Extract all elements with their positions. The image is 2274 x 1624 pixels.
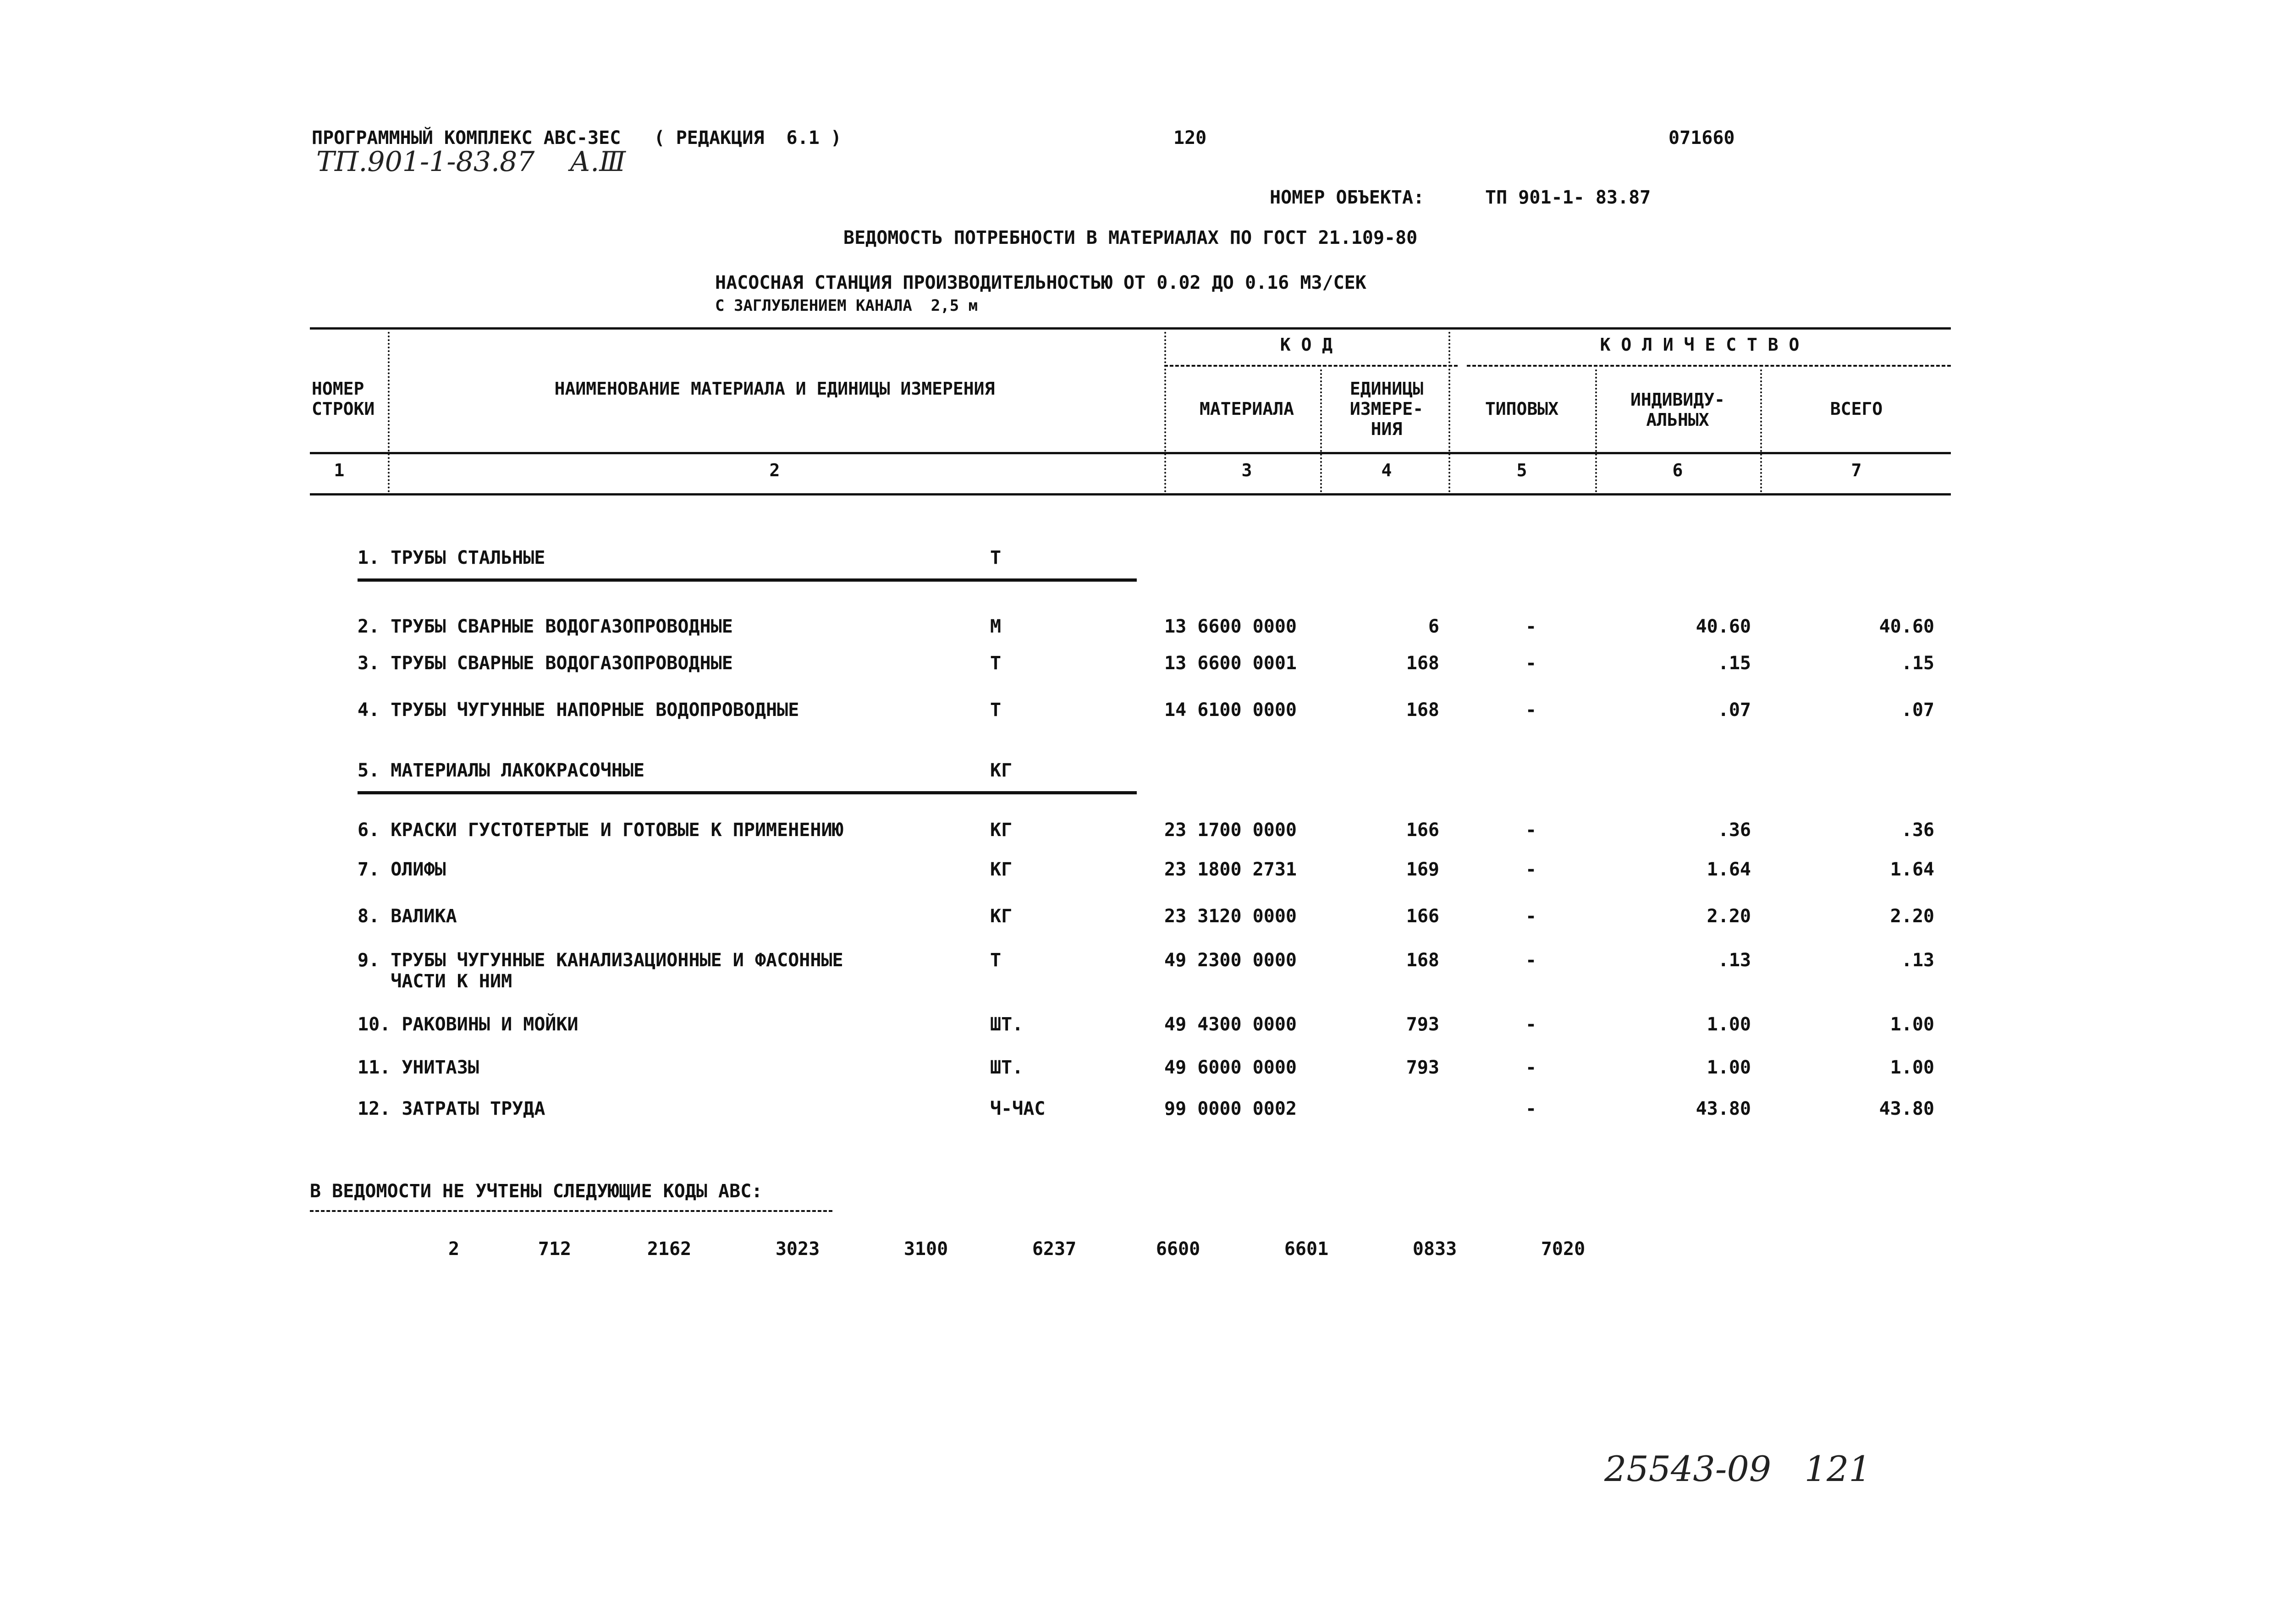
row-total-qty: 40.60 [1879,616,1934,637]
row-name: 11. УНИТАЗЫ [358,1057,479,1078]
footer-note: В ВЕДОМОСТИ НЕ УЧТЕНЫ СЛЕДУЮЩИЕ КОДЫ АВС: [310,1181,763,1202]
row-individual-qty: 43.80 [1696,1098,1751,1119]
row-name: 1. ТРУБЫ СТАЛЬНЫЕ [358,547,545,568]
row-name: 6. КРАСКИ ГУСТОТЕРТЫЕ И ГОТОВЫЕ К ПРИМЕНЕНИЮ [358,820,843,841]
col-number-6: 6 [1672,460,1683,480]
row-typical-qty: - [1525,1098,1537,1119]
row-material-code: 23 1700 0000 [1164,820,1297,841]
header-material-code: МАТЕРИАЛА [1200,399,1294,419]
row-unit-code: 793 [1406,1014,1439,1035]
handwritten-signature: 25543-09 121 [1604,1448,1871,1489]
header-total: ВСЕГО [1830,399,1883,419]
row-total-qty: 2.20 [1890,906,1934,927]
excluded-code: 7020 [1541,1239,1586,1260]
row-unit-code: 168 [1406,699,1439,721]
col-sep-2 [1164,332,1166,492]
col-number-7: 7 [1851,460,1862,480]
excluded-code: 0833 [1412,1239,1457,1260]
page-number: 120 [1173,127,1207,149]
row-total-qty: .07 [1901,699,1934,721]
table-top-rule [310,327,1951,330]
row-individual-qty: 1.00 [1707,1057,1751,1078]
row-unit-code: 169 [1406,859,1439,880]
row-total-qty: .13 [1901,950,1934,971]
header-code-group: К О Д [1280,335,1333,355]
row-material-code: 23 3120 0000 [1164,906,1297,927]
excluded-code: 2 [448,1239,460,1260]
row-unit: КГ [990,859,1013,880]
row-name: 5. МАТЕРИАЛЫ ЛАКОКРАСОЧНЫЕ [358,760,645,781]
row-typical-qty: - [1525,950,1537,971]
row-total-qty: .15 [1901,653,1934,674]
row-unit: ШТ. [990,1057,1024,1078]
row-typical-qty: - [1525,859,1537,880]
header-individual: ИНДИВИДУ- АЛЬНЫХ [1630,390,1725,430]
col-sep-3 [1320,369,1322,492]
group-underline [358,578,1137,582]
row-total-qty: .36 [1901,820,1934,841]
row-name: 2. ТРУБЫ СВАРНЫЕ ВОДОГАЗОПРОВОДНЫЕ [358,616,733,637]
row-unit-code: 6 [1428,616,1439,637]
row-material-code: 14 6100 0000 [1164,699,1297,721]
header-unit-code: ЕДИНИЦЫ ИЗМЕРЕ- НИЯ [1349,379,1424,439]
header-typical: ТИПОВЫХ [1485,399,1559,419]
col-number-3: 3 [1241,460,1252,480]
col-number-2: 2 [769,460,780,480]
row-unit-code: 793 [1406,1057,1439,1078]
excluded-code: 6600 [1156,1239,1200,1260]
col-sep-5 [1595,369,1597,492]
row-individual-qty: .07 [1718,699,1751,721]
row-unit-code: 168 [1406,950,1439,971]
excluded-code: 6237 [1032,1239,1077,1260]
row-total-qty: 1.00 [1890,1057,1934,1078]
row-unit: М [990,616,1002,637]
header-row-no: НОМЕР СТРОКИ [312,379,375,419]
footer-note-underline [310,1210,832,1212]
row-unit: Т [990,950,1002,971]
object-value: ТП 901-1- 83.87 [1485,187,1651,208]
row-material-code: 49 6000 0000 [1164,1057,1297,1078]
document-code: 071660 [1668,127,1735,149]
row-individual-qty: 2.20 [1707,906,1751,927]
row-unit: КГ [990,906,1013,927]
row-unit: Т [990,653,1002,674]
row-name: 9. ТРУБЫ ЧУГУННЫЕ КАНАЛИЗАЦИОННЫЕ И ФАСОННЫЕ ЧАСТИ К НИМ [358,950,843,992]
excluded-code: 6601 [1284,1239,1329,1260]
excluded-code: 3100 [903,1239,948,1260]
row-unit-code: 166 [1406,906,1439,927]
col-sep-4 [1448,332,1450,492]
row-typical-qty: - [1525,1057,1537,1078]
document-subtitle-2: С ЗАГЛУБЛЕНИЕМ КАНАЛА 2,5 м [715,297,978,315]
object-label: НОМЕР ОБЪЕКТА: [1270,187,1425,208]
row-material-code: 99 0000 0002 [1164,1098,1297,1119]
handwritten-reference: ТП.901-1-83.87 А.Ⅲ [316,146,626,178]
qty-group-rule [1467,365,1951,367]
row-individual-qty: 1.64 [1707,859,1751,880]
col-sep-1 [388,332,390,492]
group-underline [358,791,1137,794]
row-unit: Т [990,547,1002,568]
row-total-qty: 43.80 [1879,1098,1934,1119]
row-name: 3. ТРУБЫ СВАРНЫЕ ВОДОГАЗОПРОВОДНЫЕ [358,653,733,674]
header-material-name: НАИМЕНОВАНИЕ МАТЕРИАЛА И ЕДИНИЦЫ ИЗМЕРЕНИЯ [554,379,995,399]
row-name: 8. ВАЛИКА [358,906,457,927]
row-unit: Т [990,699,1002,721]
row-material-code: 13 6600 0000 [1164,616,1297,637]
row-unit-code: 166 [1406,820,1439,841]
header-bottom-rule [310,452,1951,454]
row-material-code: 23 1800 2731 [1164,859,1297,880]
row-typical-qty: - [1525,1014,1537,1035]
row-individual-qty: .13 [1718,950,1751,971]
col-number-5: 5 [1516,460,1527,480]
row-typical-qty: - [1525,820,1537,841]
col-sep-6 [1760,369,1762,492]
row-total-qty: 1.00 [1890,1014,1934,1035]
excluded-code: 2162 [647,1239,692,1260]
row-unit: КГ [990,820,1013,841]
row-unit: ШТ. [990,1014,1024,1035]
row-name: 4. ТРУБЫ ЧУГУННЫЕ НАПОРНЫЕ ВОДОПРОВОДНЫЕ [358,699,799,721]
document-subtitle: НАСОСНАЯ СТАНЦИЯ ПРОИЗВОДИТЕЛЬНОСТЬЮ ОТ 0.02 ДО 0.16 М3/СЕК [715,272,1366,293]
row-unit: КГ [990,760,1013,781]
row-name: 12. ЗАТРАТЫ ТРУДА [358,1098,545,1119]
row-unit-code: 168 [1406,653,1439,674]
row-individual-qty: .36 [1718,820,1751,841]
row-material-code: 49 2300 0000 [1164,950,1297,971]
col-numbers-rule [310,493,1951,495]
excluded-code: 712 [538,1239,572,1260]
code-group-rule [1164,365,1458,367]
header-quantity-group: К О Л И Ч Е С Т В О [1600,335,1800,355]
row-individual-qty: .15 [1718,653,1751,674]
col-number-4: 4 [1381,460,1392,480]
row-individual-qty: 1.00 [1707,1014,1751,1035]
program-title: ПРОГРАММНЫЙ КОМПЛЕКС АВС-ЗЕС ( РЕДАКЦИЯ 6.1 ) [312,127,842,149]
row-individual-qty: 40.60 [1696,616,1751,637]
row-name: 7. ОЛИФЫ [358,859,446,880]
row-typical-qty: - [1525,906,1537,927]
row-unit: Ч-ЧАС [990,1098,1046,1119]
row-typical-qty: - [1525,653,1537,674]
document-title: ВЕДОМОСТЬ ПОТРЕБНОСТИ В МАТЕРИАЛАХ ПО ГОСТ 21.109-80 [843,227,1418,248]
row-typical-qty: - [1525,699,1537,721]
row-typical-qty: - [1525,616,1537,637]
col-number-1: 1 [334,460,345,480]
row-name: 10. РАКОВИНЫ И МОЙКИ [358,1014,578,1035]
row-total-qty: 1.64 [1890,859,1934,880]
row-material-code: 49 4300 0000 [1164,1014,1297,1035]
excluded-code: 3023 [775,1239,820,1260]
row-material-code: 13 6600 0001 [1164,653,1297,674]
